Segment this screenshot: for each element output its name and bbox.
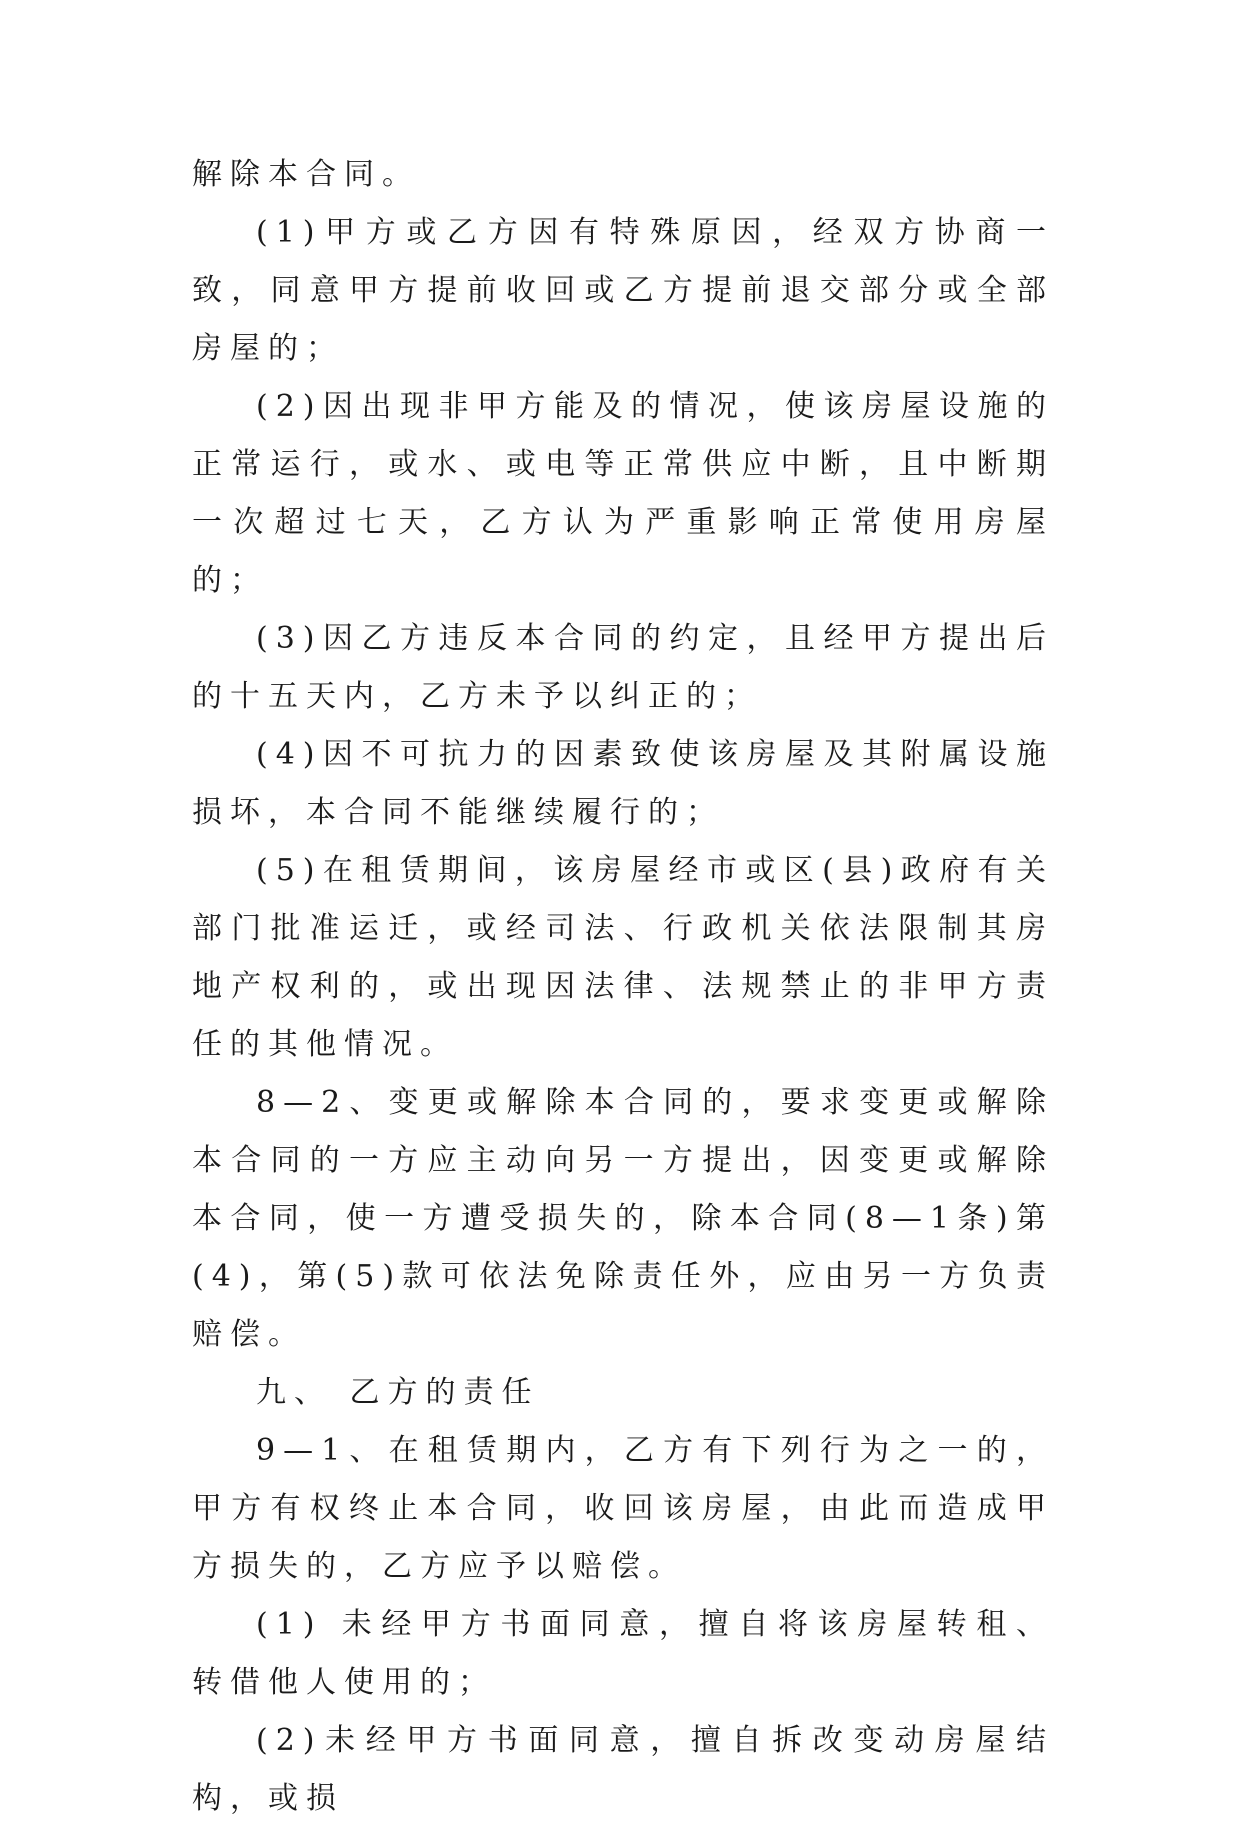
paragraph-7: 8—2、变更或解除本合同的，要求变更或解除本合同的一方应主动向另一方提出，因变更或解除本合同，使一方遭受损失的，除本合同(8—1条)第(4)，第(5)款可依法免除责任外，应由另一方负责赔偿。 <box>192 1085 1054 1352</box>
paragraph-9: 9—1、在租赁期内，乙方有下列行为之一的，甲方有权终止本合同，收回该房屋，由此而造成甲方损失的，乙方应予以赔偿。 <box>192 1433 1054 1584</box>
paragraph-10: (1) 未经甲方书面同意，擅自将该房屋转租、转借他人使用的； <box>192 1607 1054 1700</box>
paragraph-11: (2)未经甲方书面同意，擅自拆改变动房屋结构，或损 <box>192 1723 1054 1816</box>
section-heading: 九、 乙方的责任 <box>256 1375 540 1410</box>
paragraph-3: (2)因出现非甲方能及的情况，使该房屋设施的正常运行，或水、或电等正常供应中断，且中断期一次超过七天，乙方认为严重影响正常使用房屋的； <box>192 389 1054 598</box>
paragraph-6: (5)在租赁期间，该房屋经市或区(县)政府有关部门批准运迁，或经司法、行政机关依法限制其房地产权利的，或出现因法律、法规禁止的非甲方责任的其他情况。 <box>192 853 1054 1062</box>
document-page <box>192 146 1054 1828</box>
paragraph-4: (3)因乙方违反本合同的约定，且经甲方提出后的十五天内，乙方未予以纠正的； <box>192 621 1054 714</box>
paragraph-1: 解除本合同。 <box>192 157 420 192</box>
paragraph-2: (1)甲方或乙方因有特殊原因，经双方协商一致，同意甲方提前收回或乙方提前退交部分或全部房屋的； <box>192 215 1054 366</box>
paragraph-5: (4)因不可抗力的因素致使该房屋及其附属设施损坏，本合同不能继续履行的； <box>192 737 1054 830</box>
